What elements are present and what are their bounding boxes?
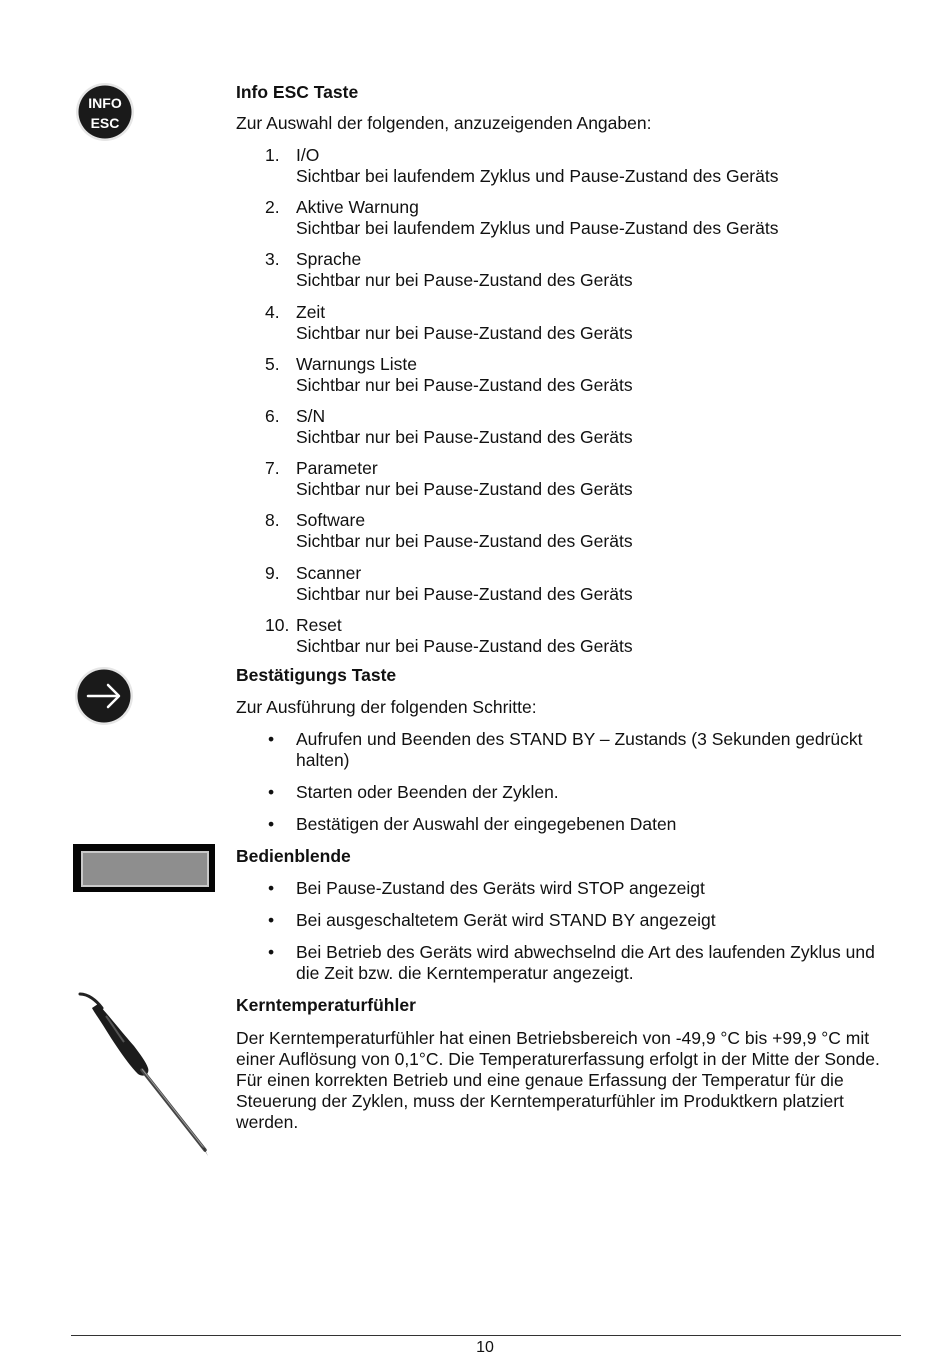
info-esc-icon [74,82,136,144]
confirm-intro: Zur Ausführung der folgenden Schritte: [236,697,537,717]
list-item-title: Scanner [296,563,362,583]
list-item-title: S/N [296,406,326,426]
page-number: 10 [476,1339,494,1356]
confirm-heading: Bestätigungs Taste [236,665,397,685]
footer-divider [71,1335,901,1336]
bullet-marker: • [268,729,275,749]
probe-heading: Kerntemperaturfühler [236,995,416,1015]
list-item-number: 2. [265,197,280,217]
core-probe-image [76,990,216,1160]
list-item: Bei ausgeschaltetem Gerät wird STAND BY angezeigt [296,910,716,930]
list-item: Bestätigen der Auswahl der eingegebenen Daten [296,814,677,834]
bullet-marker: • [268,782,275,802]
list-item: Starten oder Beenden der Zyklen. [296,782,559,802]
list-item: Aufrufen und Beenden des STAND BY – Zustands (3 Sekunden gedrückt halten) [296,729,863,770]
svg-text:ESC: ESC [90,115,120,131]
list-item-note: Sichtbar nur bei Pause-Zustand des Geräts [296,375,633,395]
list-item-title: Zeit [296,302,326,322]
list-item: Bei Betrieb des Geräts wird abwechselnd die Art des laufenden Zyklus und die Zeit bzw. die Kerntemperatur angezeigt. [296,942,875,983]
list-item-number: 3. [265,249,280,269]
list-item-title: Sprache [296,249,362,269]
panel-heading: Bedienblende [236,846,351,866]
list-item-note: Sichtbar nur bei Pause-Zustand des Geräts [296,479,633,499]
probe-paragraph: Der Kerntemperaturfühler hat einen Betriebsbereich von -49,9 °C bis +99,9 °C mit einer Auflösung von 0,1°C. Die Temperaturerfassung erfolgt in der Mitte der Sonde. Für einen korrekten Betrieb und eine genaue Erfassung der Temperatur für die Steuerung der Zyklen, muss der Kerntemperaturfühler im Produktkern platziert werden. [236,1028,880,1132]
list-item-number: 1. [265,145,280,165]
bullet-marker: • [268,910,275,930]
list-item-number: 6. [265,406,280,426]
list-item-title: Parameter [296,458,378,478]
display-panel-image [73,844,215,892]
list-item-title: Aktive Warnung [296,197,419,217]
list-item-note: Sichtbar bei laufendem Zyklus und Pause-Zustand des Geräts [296,166,779,186]
list-item-note: Sichtbar nur bei Pause-Zustand des Geräts [296,427,633,447]
list-item-title: Warnungs Liste [296,354,417,374]
list-item-number: 4. [265,302,280,322]
svg-text:INFO: INFO [88,95,122,111]
list-item-number: 8. [265,510,280,530]
list-item: Bei Pause-Zustand des Geräts wird STOP angezeigt [296,878,705,898]
list-item-number: 9. [265,563,280,583]
list-item-title: Reset [296,615,342,635]
list-item-title: I/O [296,145,320,165]
arrow-right-icon [74,667,136,729]
list-item-note: Sichtbar bei laufendem Zyklus und Pause-Zustand des Geräts [296,218,779,238]
bullet-marker: • [268,942,275,962]
list-item-number: 7. [265,458,280,478]
info-esc-intro: Zur Auswahl der folgenden, anzuzeigenden Angaben: [236,113,652,133]
list-item-note: Sichtbar nur bei Pause-Zustand des Geräts [296,636,633,656]
list-item-note: Sichtbar nur bei Pause-Zustand des Geräts [296,531,633,551]
list-item-note: Sichtbar nur bei Pause-Zustand des Geräts [296,584,633,604]
list-item-number: 10. [265,615,290,635]
list-item-title: Software [296,510,366,530]
bullet-marker: • [268,814,275,834]
list-item-note: Sichtbar nur bei Pause-Zustand des Geräts [296,323,633,343]
bullet-marker: • [268,878,275,898]
info-esc-heading: Info ESC Taste [236,82,359,102]
list-item-number: 5. [265,354,280,374]
list-item-note: Sichtbar nur bei Pause-Zustand des Geräts [296,270,633,290]
